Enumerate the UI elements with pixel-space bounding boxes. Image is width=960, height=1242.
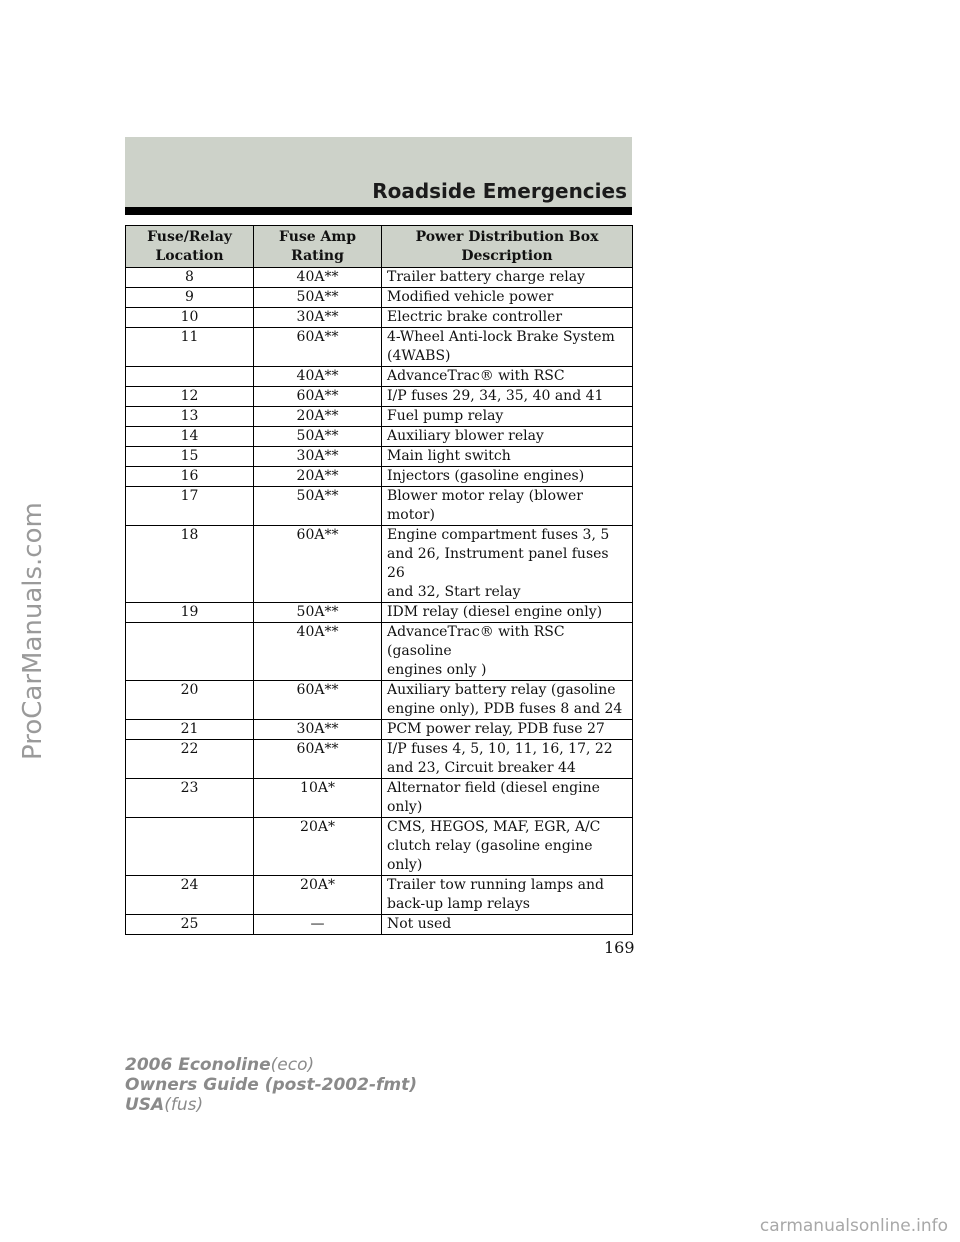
fuse-location-cell: 20 — [126, 681, 254, 720]
table-row — [126, 427, 633, 447]
fuse-description-cell: I/P fuses 29, 34, 35, 40 and 41 — [382, 387, 633, 407]
footer-model: 2006 Econoline — [125, 1055, 271, 1075]
table-row — [126, 740, 633, 779]
fuse-rating-cell: 40A** — [254, 623, 382, 681]
table-row — [126, 779, 633, 818]
fuse-description-cell: Injectors (gasoline engines) — [382, 467, 633, 487]
fuse-location-cell: 14 — [126, 427, 254, 447]
table-row — [126, 603, 633, 623]
fuse-location-cell: 12 — [126, 387, 254, 407]
fuse-description-cell: Trailer tow running lamps and back-up lamp relays — [382, 876, 633, 915]
table-row — [126, 407, 633, 427]
column-header-location: Fuse/Relay Location — [126, 226, 254, 268]
fuse-rating-cell: 10A* — [254, 779, 382, 818]
fuse-rating-cell: 60A** — [254, 526, 382, 603]
table-row — [126, 328, 633, 367]
footer-market-code: (fus) — [164, 1095, 204, 1115]
fuse-description-cell: 4-Wheel Anti-lock Brake System (4WABS) — [382, 328, 633, 367]
fuse-description-cell: CMS, HEGOS, MAF, EGR, A/C clutch relay (gasoline engine only) — [382, 818, 633, 876]
fuse-description-cell: PCM power relay, PDB fuse 27 — [382, 720, 633, 740]
footer-line-market — [125, 1095, 417, 1115]
fuse-description-cell: I/P fuses 4, 5, 10, 11, 16, 17, 22 and 23, Circuit breaker 44 — [382, 740, 633, 779]
fuse-description-cell: IDM relay (diesel engine only) — [382, 603, 633, 623]
fuse-location-cell: 8 — [126, 268, 254, 288]
table-row — [126, 623, 633, 681]
fuse-description-cell: Trailer battery charge relay — [382, 268, 633, 288]
fuse-location-cell: 11 — [126, 328, 254, 367]
fuse-location-cell: 21 — [126, 720, 254, 740]
section-title: Roadside Emergencies — [372, 179, 627, 203]
fuse-description-cell: AdvanceTrac® with RSC (gasoline engines only ) — [382, 623, 633, 681]
column-header-description: Power Distribution Box Description — [382, 226, 633, 268]
fuse-rating-cell: 20A** — [254, 407, 382, 427]
fuse-rating-cell: 40A** — [254, 268, 382, 288]
fuse-rating-cell: 30A** — [254, 720, 382, 740]
fuse-description-cell: Engine compartment fuses 3, 5 and 26, Instrument panel fuses 26 and 32, Start relay — [382, 526, 633, 603]
fuse-rating-cell: 20A* — [254, 876, 382, 915]
fuse-rating-cell: — — [254, 915, 382, 935]
fuse-location-cell — [126, 367, 254, 387]
header-rule — [125, 207, 632, 215]
fuse-location-cell: 18 — [126, 526, 254, 603]
table-row — [126, 915, 633, 935]
section-header-band — [125, 137, 632, 207]
table-row — [126, 387, 633, 407]
fuse-rating-cell: 30A** — [254, 447, 382, 467]
fuse-rating-cell: 20A** — [254, 467, 382, 487]
fuse-location-cell: 22 — [126, 740, 254, 779]
page-number: 169 — [604, 938, 635, 957]
fuse-description-cell: Fuel pump relay — [382, 407, 633, 427]
footer-line-guide — [125, 1075, 417, 1095]
table-row — [126, 467, 633, 487]
fuse-rating-cell: 50A** — [254, 288, 382, 308]
table-row — [126, 720, 633, 740]
fuse-description-cell: AdvanceTrac® with RSC — [382, 367, 633, 387]
fuse-rating-cell: 60A** — [254, 740, 382, 779]
fuse-location-cell — [126, 818, 254, 876]
footer-model-code: (eco) — [270, 1055, 315, 1075]
fuse-location-cell: 23 — [126, 779, 254, 818]
fuse-location-cell: 19 — [126, 603, 254, 623]
fuse-rating-cell: 40A** — [254, 367, 382, 387]
footer-guide: Owners Guide (post-2002-fmt) — [125, 1075, 418, 1095]
fuse-description-cell: Blower motor relay (blower motor) — [382, 487, 633, 526]
table-row — [126, 876, 633, 915]
fuse-location-cell: 13 — [126, 407, 254, 427]
fuse-location-cell: 24 — [126, 876, 254, 915]
table-row — [126, 526, 633, 603]
fuse-description-cell: Main light switch — [382, 447, 633, 467]
fuse-location-cell: 17 — [126, 487, 254, 526]
fuse-rating-cell: 60A** — [254, 681, 382, 720]
fuse-description-cell: Auxiliary blower relay — [382, 427, 633, 447]
table-row — [126, 308, 633, 328]
column-header-rating: Fuse Amp Rating — [254, 226, 382, 268]
table-header-row — [126, 226, 633, 268]
fuse-rating-cell: 50A** — [254, 427, 382, 447]
fuse-description-cell: Not used — [382, 915, 633, 935]
table-row — [126, 367, 633, 387]
fuse-rating-cell: 50A** — [254, 487, 382, 526]
fuse-description-cell: Auxiliary battery relay (gasoline engine only), PDB fuses 8 and 24 — [382, 681, 633, 720]
fuse-location-cell — [126, 623, 254, 681]
fuse-description-cell: Modified vehicle power — [382, 288, 633, 308]
table-row — [126, 818, 633, 876]
fuse-location-cell: 9 — [126, 288, 254, 308]
table-row — [126, 268, 633, 288]
bottom-watermark: carmanualsonline.info — [759, 1216, 948, 1236]
table-row — [126, 288, 633, 308]
fuse-table — [125, 225, 633, 935]
footer-line-model — [125, 1055, 417, 1075]
fuse-description-cell: Electric brake controller — [382, 308, 633, 328]
fuse-rating-cell: 30A** — [254, 308, 382, 328]
fuse-description-cell: Alternator field (diesel engine only) — [382, 779, 633, 818]
footer-market: USA — [125, 1095, 165, 1115]
fuse-rating-cell: 20A* — [254, 818, 382, 876]
fuse-location-cell: 15 — [126, 447, 254, 467]
fuse-rating-cell: 60A** — [254, 328, 382, 367]
fuse-rating-cell: 60A** — [254, 387, 382, 407]
fuse-location-cell: 16 — [126, 467, 254, 487]
table-row — [126, 447, 633, 467]
table-row — [126, 487, 633, 526]
table-row — [126, 681, 633, 720]
document-footer — [125, 1055, 417, 1115]
fuse-location-cell: 25 — [126, 915, 254, 935]
fuse-table-body — [126, 268, 633, 935]
fuse-rating-cell: 50A** — [254, 603, 382, 623]
fuse-location-cell: 10 — [126, 308, 254, 328]
side-watermark: ProCarManuals.com — [18, 502, 48, 760]
